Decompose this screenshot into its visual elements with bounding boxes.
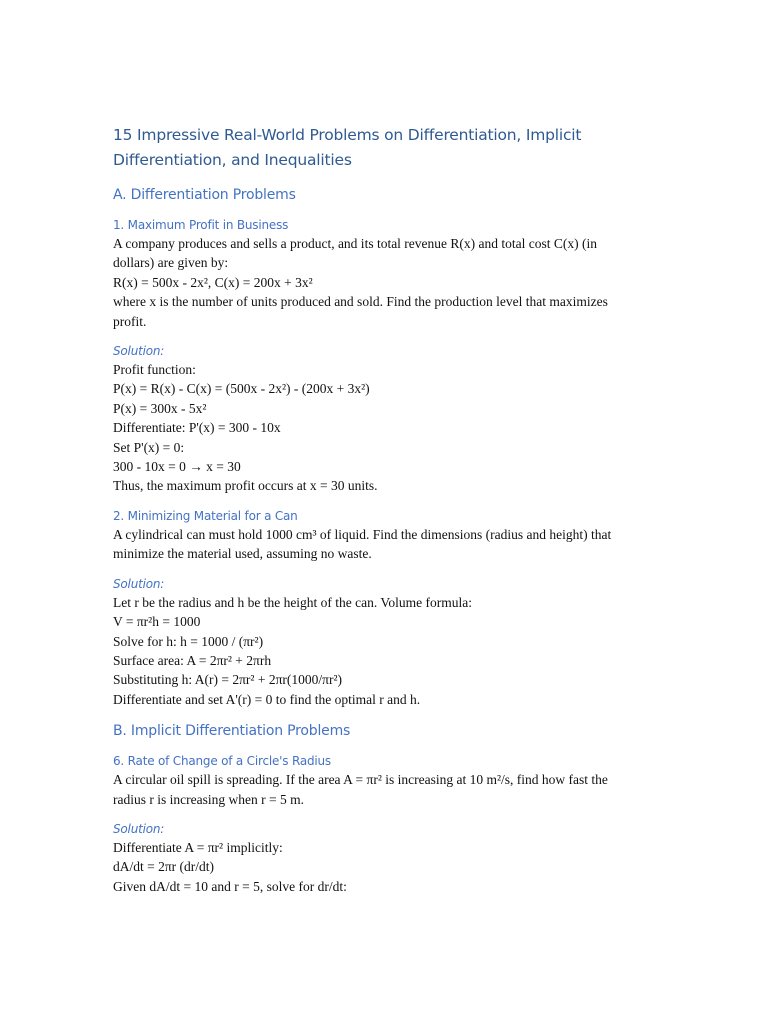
solution-line: Given dA/dt = 10 and r = 5, solve for dr/dt: bbox=[113, 878, 347, 894]
document-page bbox=[113, 123, 658, 896]
solution-line: Profit function: bbox=[113, 362, 196, 378]
problem-1-solution-label: Solution: bbox=[113, 344, 165, 359]
problem-2-statement bbox=[113, 525, 658, 564]
solution-line: 300 - 10x = 0 → x = 30 bbox=[113, 459, 241, 475]
solution-line: dA/dt = 2πr (dr/dt) bbox=[113, 859, 215, 875]
problem-2-solution-label: Solution: bbox=[113, 576, 165, 591]
problem-6-line: radius r is increasing when r = 5 m. bbox=[113, 791, 304, 807]
solution-line: P(x) = R(x) - C(x) = (500x - 2x²) - (200x + 3x²) bbox=[113, 381, 370, 397]
problem-6-solution-label: Solution: bbox=[113, 821, 165, 836]
problem-1-line: profit. bbox=[113, 313, 147, 329]
problem-6-line: A circular oil spill is spreading. If the area A = πr² is increasing at 10 m²/s, find how fast the bbox=[113, 772, 608, 788]
solution-line: Set P'(x) = 0: bbox=[113, 439, 185, 455]
solution-line: Differentiate: P'(x) = 300 - 10x bbox=[113, 420, 281, 436]
problem-1-line: A company produces and sells a product, and its total revenue R(x) and total cost C(x) (in bbox=[113, 236, 598, 251]
solution-line: Surface area: A = 2πr² + 2πrh bbox=[113, 652, 272, 668]
problem-6-solution bbox=[113, 838, 658, 896]
solution-line: Solve for h: h = 1000 / (πr²) bbox=[113, 633, 264, 649]
problem-1-line: where x is the number of units produced and sold. Find the production level that maximizes bbox=[113, 294, 608, 310]
problem-2-line: minimize the material used, assuming no waste. bbox=[113, 546, 372, 562]
problem-2-solution bbox=[113, 593, 658, 709]
solution-line: Let r be the radius and h be the height of the can. Volume formula: bbox=[113, 594, 473, 610]
title-line-1: 15 Impressive Real-World Problems on Differentiation, Implicit bbox=[113, 126, 582, 144]
section-a-heading: A. Differentiation Problems bbox=[113, 187, 296, 203]
problem-1-solution bbox=[113, 360, 658, 496]
problem-2-heading: 2. Minimizing Material for a Can bbox=[113, 508, 298, 523]
solution-line: V = πr²h = 1000 bbox=[113, 614, 201, 630]
problem-1-line: dollars) are given by: bbox=[113, 255, 229, 271]
problem-6-statement bbox=[113, 770, 658, 809]
document-title bbox=[113, 123, 658, 173]
solution-line: Differentiate and set A'(r) = 0 to find the optimal r and h. bbox=[113, 691, 421, 707]
problem-2-line: A cylindrical can must hold 1000 cm³ of liquid. Find the dimensions (radius and height) that bbox=[113, 526, 612, 542]
problem-6-heading: 6. Rate of Change of a Circle's Radius bbox=[113, 754, 331, 769]
solution-line: Differentiate A = πr² implicitly: bbox=[113, 839, 283, 855]
solution-line: P(x) = 300x - 5x² bbox=[113, 400, 207, 416]
problem-1-statement bbox=[113, 234, 658, 331]
section-b-heading: B. Implicit Differentiation Problems bbox=[113, 723, 351, 740]
solution-line: Substituting h: A(r) = 2πr² + 2πr(1000/πr²) bbox=[113, 672, 343, 688]
problem-1-heading: 1. Maximum Profit in Business bbox=[113, 218, 289, 232]
problem-1-line: R(x) = 500x - 2x², C(x) = 200x + 3x² bbox=[113, 274, 313, 290]
title-line-2: Differentiation, and Inequalities bbox=[113, 151, 352, 169]
solution-line: Thus, the maximum profit occurs at x = 30 units. bbox=[113, 478, 378, 494]
